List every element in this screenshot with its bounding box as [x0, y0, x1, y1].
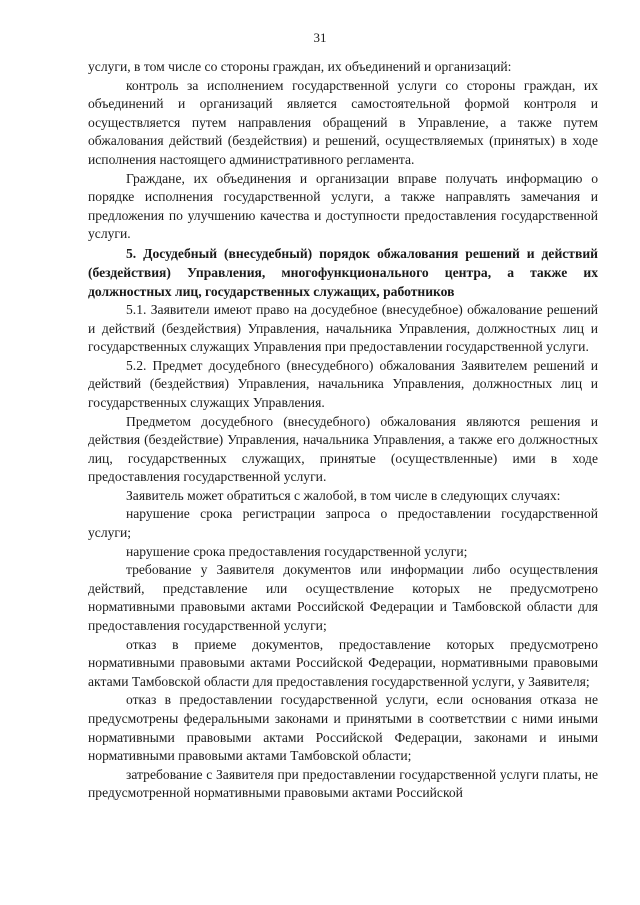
- list-item: требование у Заявителя документов или информации либо осуществления действий, представление или осуществление которых не предусмотрено нормативными правовыми актами Российской Федерации и Тамбовской области для предоставления государственной услуги;: [88, 562, 598, 634]
- page-number: 31: [313, 30, 327, 45]
- paragraph-complaint-cases: Заявитель может обратиться с жалобой, в том числе в следующих случаях:: [126, 487, 561, 503]
- paragraph-control: контроль за исполнением государственной услуги со стороны граждан, их объединений и организаций является самостоятельной формой контроля и осуществляется путем направления обращений в Управление, а также путем обжалования действий (бездействия) и решений, осуществляемых (принятых) в ходе исполнения настоящего административного регламента.: [88, 77, 598, 167]
- list-item: отказ в приеме документов, предоставление которых предусмотрено нормативными правовыми актами Российской Федерации, нормативными правовыми актами Тамбовской области для предоставления государственной услуги, у Заявителя;: [88, 636, 598, 689]
- paragraph-subject: Предметом досудебного (внесудебного) обжалования являются решения и действия (бездействие) Управления, начальника Управления, а также его должностных лиц, государственных служащих, принятые (осуществленные) ими в ходе предоставления государственной услуги.: [88, 413, 598, 485]
- list-item: затребование с Заявителя при предоставлении государственной услуги платы, не предусмотренной нормативными правовыми актами Российской: [88, 766, 598, 801]
- paragraph-continuation: услуги, в том числе со стороны граждан, их объединений и организаций:: [88, 59, 512, 74]
- document-body: [88, 58, 598, 803]
- list-item: нарушение срока регистрации запроса о предоставлении государственной услуги;: [88, 506, 598, 541]
- section-heading: 5. Досудебный (внесудебный) порядок обжалования решений и действий (бездействия) Управления, многофункционального центра, а также их должностных лиц, государственных служащих, работников: [88, 245, 598, 299]
- paragraph-5-1: 5.1. Заявители имеют право на досудебное (внесудебное) обжалование решений и действий (бездействия) Управления, начальника Управления, должностных лиц и государственных служащих Управления при предоставлении государственной услуги.: [88, 301, 598, 355]
- list-item: отказ в предоставлении государственной услуги, если основания отказа не предусмотрены федеральными законами и принятыми в соответствии с ними иными нормативными правовыми актами Российской Федерации, законами и иными нормативными правовыми актами Тамбовской области;: [88, 692, 598, 764]
- list-item: нарушение срока предоставления государственной услуги;: [126, 543, 468, 559]
- paragraph-citizens-rights: Граждане, их объединения и организации вправе получать информацию о порядке исполнения государственной услуги, а также направлять замечания и предложения по улучшению качества и доступности предоставления государственной услуги.: [88, 170, 598, 242]
- paragraph-5-2: 5.2. Предмет досудебного (внесудебного) обжалования Заявителем решений и действий (бездействия) Управления, начальника Управления, должностных лиц и государственных служащих Управления.: [88, 357, 598, 410]
